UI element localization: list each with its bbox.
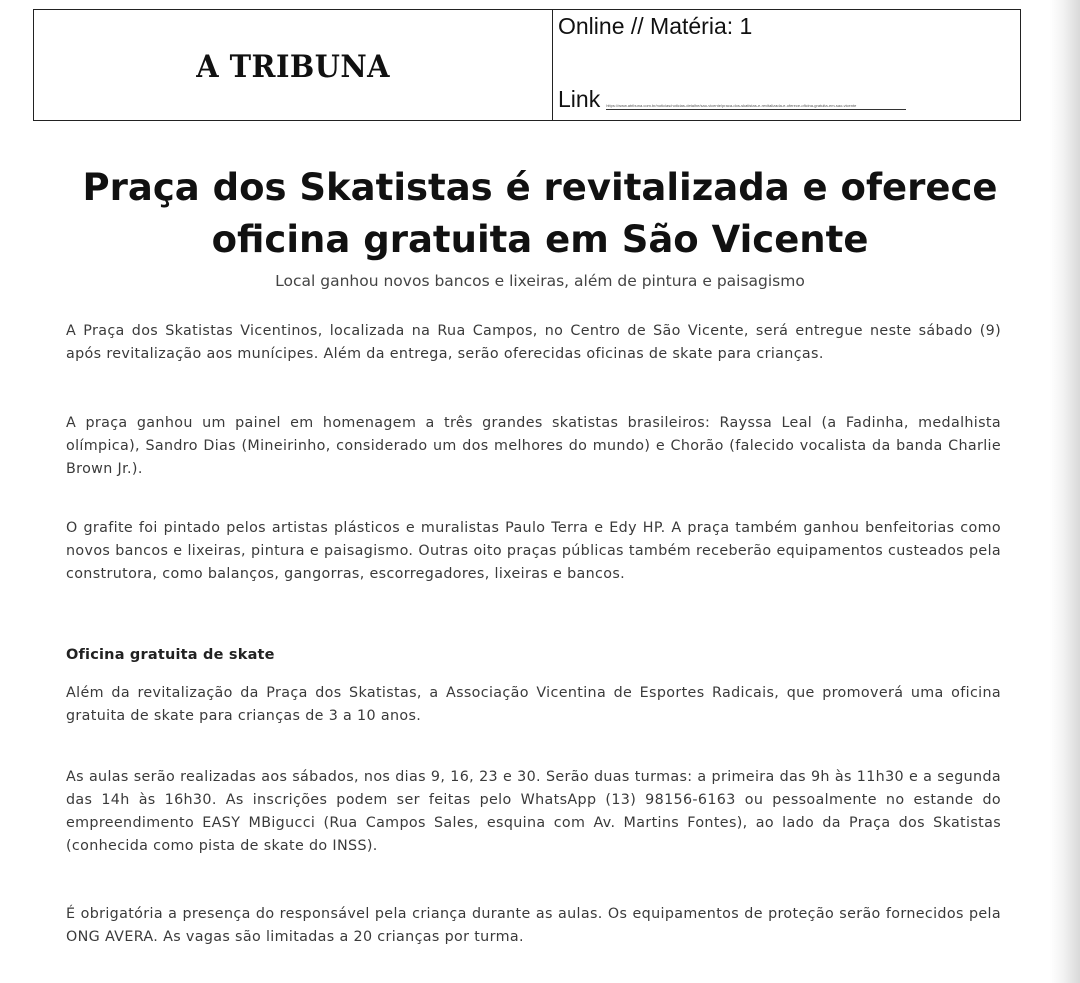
section-title: Oficina gratuita de skate bbox=[66, 647, 275, 663]
header-info-cell bbox=[553, 10, 1020, 120]
article-paragraph: O grafite foi pintado pelos artistas plásticos e muralistas Paulo Terra e Edy HP. A praça também ganhou benfeitorias como novos bancos e lixeiras, pintura e paisagismo. Outras oito praças públicas também receberão equipamentos custeados pela construtora, como balanços, gangorras, escorregadores, lixeiras e bancos. bbox=[66, 520, 1001, 582]
article-paragraph: A praça ganhou um painel em homenagem a três grandes skatistas brasileiros: Rayssa Leal (a Fadinha, medalhista olímpica), Sandro Dias (Mineirinho, considerado um dos melhores do mundo) e Chorão (falecido vocalista da banda Charlie Brown Jr.). bbox=[66, 415, 1001, 477]
page-edge-shadow bbox=[1050, 0, 1080, 983]
article-link[interactable]: https://www.atribuna.com.br/noticias/noticias-detalhe/sao-vicente/praca-dos-skatistas-e-revitalizada-e-oferece-oficina-gratuita-em-sao-vicente bbox=[606, 103, 906, 110]
header-logo-cell bbox=[34, 10, 553, 120]
article-paragraph: É obrigatória a presença do responsável pela criança durante as aulas. Os equipamentos de proteção serão fornecidos pela ONG AVERA. As vagas são limitadas a 20 crianças por turma. bbox=[66, 906, 1001, 945]
link-row bbox=[558, 86, 906, 113]
article-paragraph: A Praça dos Skatistas Vicentinos, localizada na Rua Campos, no Centro de São Vicente, será entregue neste sábado (9) após revitalização aos munícipes. Além da entrega, serão oferecidas oficinas de skate para crianças. bbox=[66, 323, 1001, 362]
link-label: Link bbox=[558, 86, 601, 112]
newspaper-logo: A TRIBUNA bbox=[196, 49, 390, 85]
online-materia-label: Online // Matéria: 1 bbox=[558, 13, 753, 39]
article-headline: Praça dos Skatistas é revitalizada e oferece oficina gratuita em São Vicente bbox=[82, 166, 998, 261]
article-subheadline: Local ganhou novos bancos e lixeiras, além de pintura e paisagismo bbox=[275, 272, 805, 290]
header-table bbox=[33, 9, 1021, 121]
article-paragraph: As aulas serão realizadas aos sábados, nos dias 9, 16, 23 e 30. Serão duas turmas: a primeira das 9h às 11h30 e a segunda das 14h às 16h30. As inscrições podem ser feitas pelo WhatsApp (13) 98156-6163 ou pessoalmente no estande do empreendimento EASY MBigucci (Rua Campos Sales, esquina com Av. Martins Fontes), ao lado da Praça dos Skatistas (conhecida como pista de skate do INSS). bbox=[66, 769, 1001, 854]
article-paragraph: Além da revitalização da Praça dos Skatistas, a Associação Vicentina de Esportes Radicais, que promoverá uma oficina gratuita de skate para crianças de 3 a 10 anos. bbox=[66, 685, 1001, 724]
